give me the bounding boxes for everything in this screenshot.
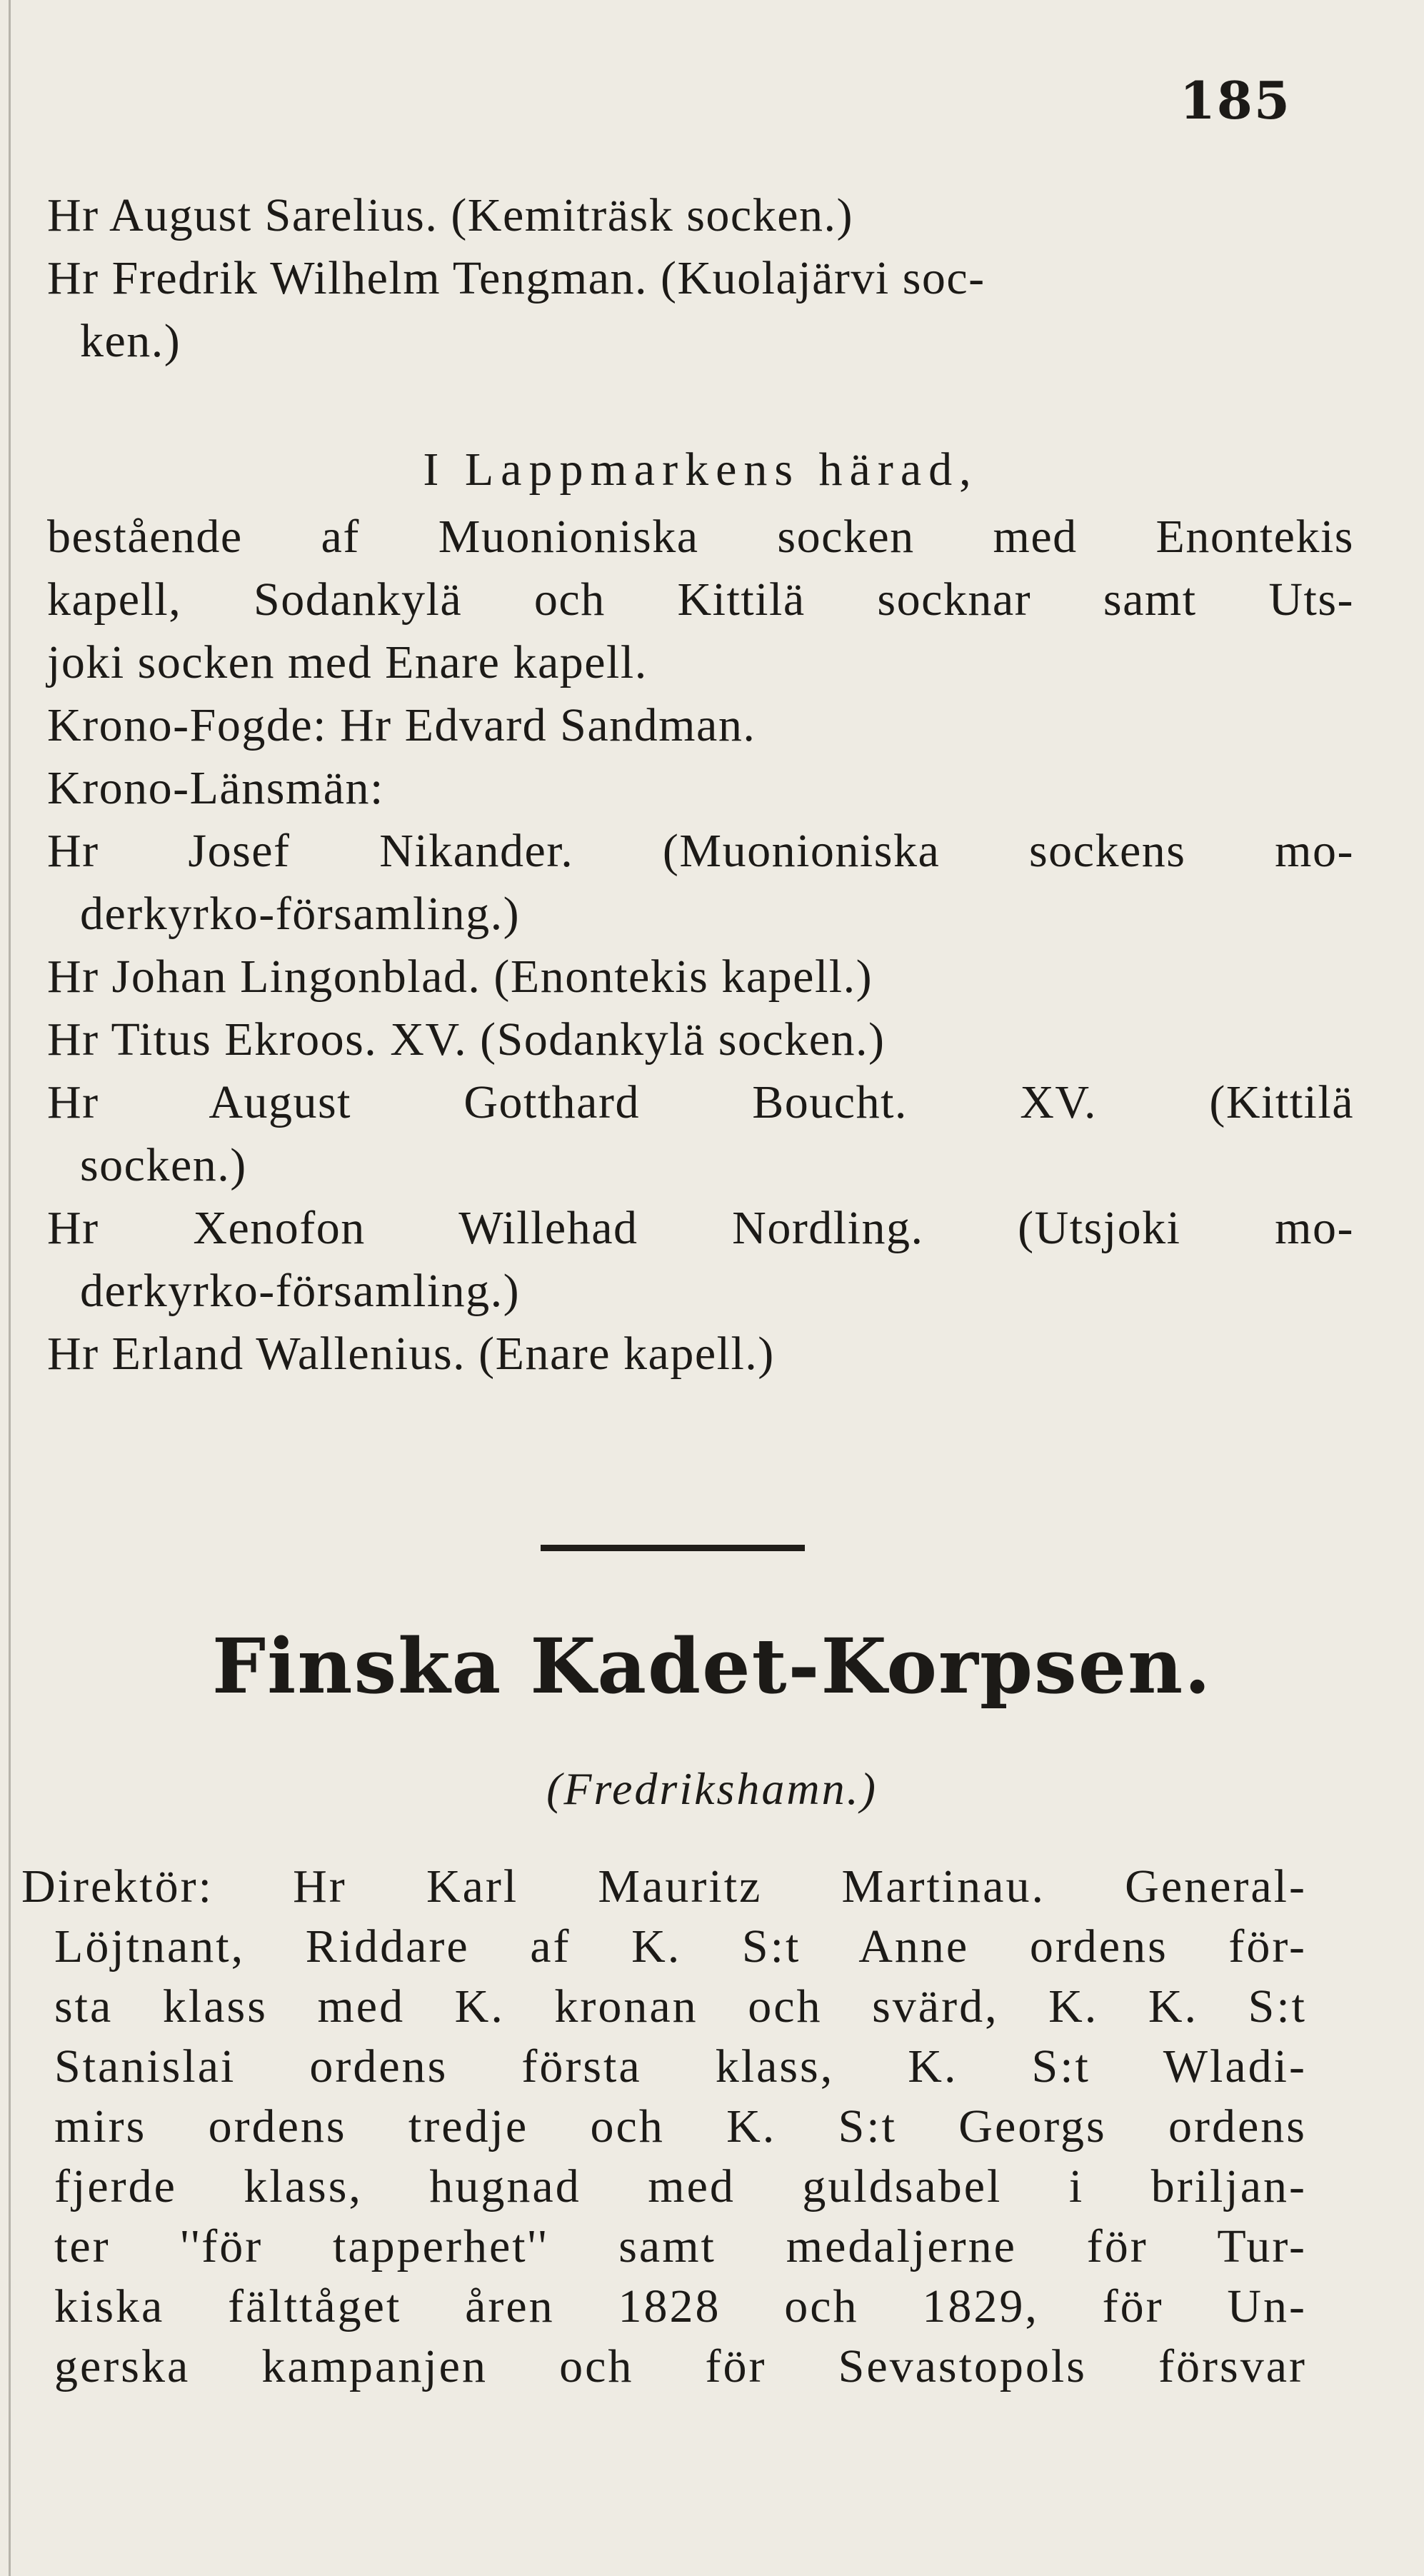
corps-location: (Fredrikshamn.) xyxy=(546,1763,878,1814)
entry-line: Hr Fredrik Wilhelm Tengman. (Kuolajärvi soc- xyxy=(47,252,986,304)
body-line: mirs ordens tredje och K. S:t Georgs ordens xyxy=(54,2100,1307,2152)
entry-line: Hr Erland Wallenius. (Enare kapell.) xyxy=(47,1328,775,1380)
fogde-line: Krono-Fogde: Hr Edvard Sandman. xyxy=(47,699,756,751)
body-line: kiska fälttåget åren 1828 och 1829, för Un- xyxy=(54,2280,1307,2332)
director-paragraph xyxy=(21,1857,1307,2397)
body-line: Löjtnant, Riddare af K. S:t Anne ordens för- xyxy=(54,1920,1307,1973)
top-entries xyxy=(47,184,1354,373)
entry-line: Hr Titus Ekroos. XV. (Sodankylä socken.) xyxy=(47,1013,886,1066)
body-line: Stanislai ordens första klass, K. S:t Wladi- xyxy=(54,2040,1307,2093)
lansman-label: Krono-Länsmän: xyxy=(47,762,384,814)
entry-line: Hr Johan Lingonblad. (Enontekis kapell.) xyxy=(47,951,873,1003)
body-line: Direktör: Hr Karl Mauritz Martinau. General- xyxy=(21,1860,1307,1913)
description-line: bestående af Muonioniska socken med Enontekis xyxy=(47,511,1354,563)
body-line: gerska kampanjen och för Sevastopols försvar xyxy=(54,2340,1307,2392)
entry-line: Hr Xenofon Willehad Nordling. (Utsjoki mo- xyxy=(47,1202,1354,1254)
description-line: kapell, Sodankylä och Kittilä socknar samt Uts- xyxy=(47,573,1354,626)
section-heading: I Lappmarkens härad, xyxy=(423,443,978,496)
entry-line: socken.) xyxy=(80,1139,247,1191)
entry-line: ken.) xyxy=(80,315,181,367)
entry-line: Hr August Sarelius. (Kemiträsk socken.) xyxy=(47,189,853,241)
page-number: 185 xyxy=(1179,70,1291,131)
district-section xyxy=(47,438,1354,1385)
body-line: ter ''för tapperhet'' samt medaljerne för Tur- xyxy=(54,2220,1307,2272)
entry-line: derkyrko-församling.) xyxy=(80,1265,521,1317)
description-line: joki socken med Enare kapell. xyxy=(47,636,648,688)
section-divider xyxy=(541,1545,805,1551)
body-line: fjerde klass, hugnad med guldsabel i briljan- xyxy=(54,2160,1307,2212)
body-line: sta klass med K. kronan och svärd, K. K. S:t xyxy=(54,1980,1307,2033)
entry-line: derkyrko-församling.) xyxy=(80,888,521,940)
page-edge-line xyxy=(9,0,11,2576)
corps-title: Finska Kadet-Korpsen. xyxy=(211,1621,1213,1710)
entry-line: Hr August Gotthard Boucht. XV. (Kittilä xyxy=(47,1076,1354,1128)
entry-line: Hr Josef Nikander. (Muonioniska sockens mo- xyxy=(47,825,1354,877)
